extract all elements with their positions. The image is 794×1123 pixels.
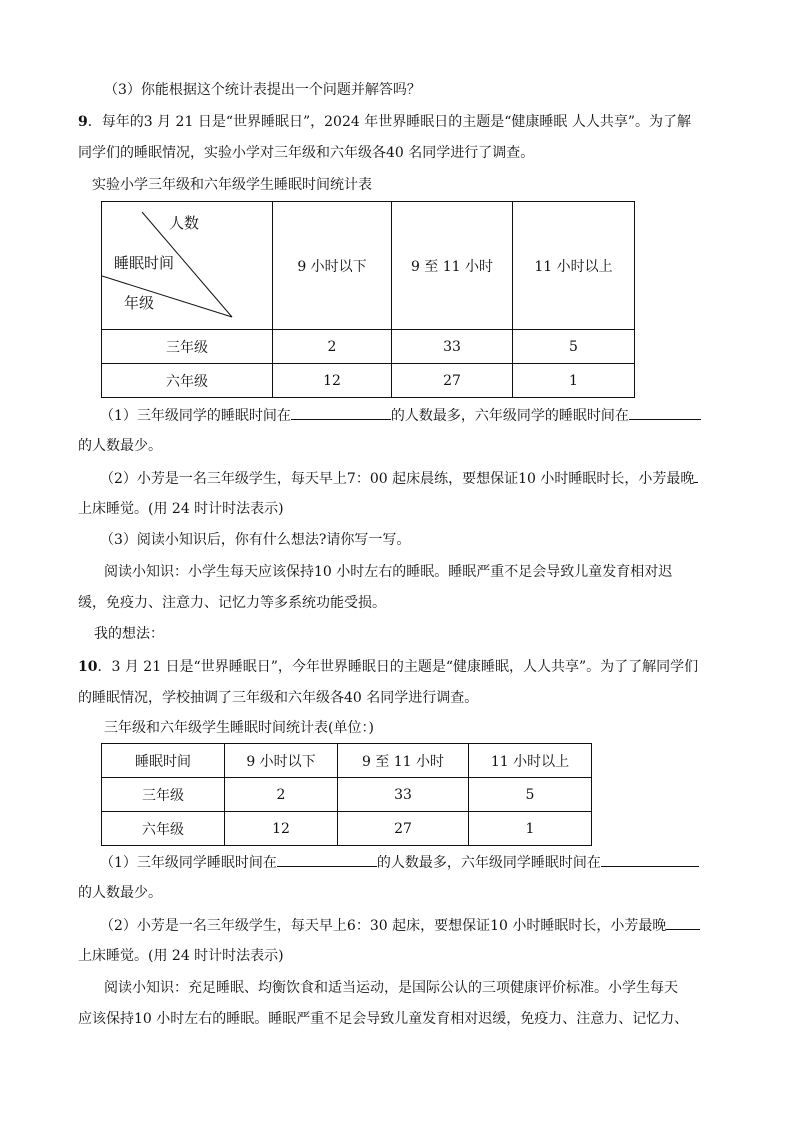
value-cell: 33	[338, 778, 469, 812]
q9-table	[101, 201, 635, 398]
value-cell: 12	[225, 812, 338, 846]
q10-part1-end: 的人数最少。	[78, 885, 162, 901]
value-cell: 2	[273, 330, 392, 364]
q9-diagonal-header	[102, 202, 273, 330]
q9-p1-text-a: （1）三年级同学的睡眠时间在	[100, 408, 291, 424]
table-row	[102, 778, 592, 812]
answer-blank[interactable]	[666, 915, 700, 930]
q10-p1-text-a: （1）三年级同学睡眠时间在	[100, 855, 277, 871]
answer-blank[interactable]	[601, 852, 699, 867]
value-cell: 33	[392, 330, 513, 364]
q10-tip-line2: 应该保持10 小时左右的睡眠。睡眠严重不足会导致儿童发育相对迟缓，免疫力、注意力、记忆力、	[78, 1011, 689, 1027]
table-row	[102, 812, 592, 846]
q10-header: 9 小时以下	[225, 744, 338, 778]
value-cell: 2	[225, 778, 338, 812]
grade-cell: 三年级	[102, 330, 273, 364]
value-cell: 27	[338, 812, 469, 846]
q9-p1-text-b: 的人数最多，六年级同学的睡眠时间在	[390, 408, 629, 424]
diag-label-grade: 年级	[124, 294, 155, 312]
q9-table-title: 实验小学三年级和六年级学生睡眠时间统计表	[92, 177, 372, 193]
value-cell: 5	[469, 778, 592, 812]
answer-blank[interactable]	[694, 468, 698, 483]
answer-blank[interactable]	[629, 405, 701, 420]
q9-part3: （3）阅读小知识后，你有什么想法?请你写一写。	[100, 532, 411, 548]
diag-label-count: 人数	[169, 214, 200, 232]
q10-header: 9 至 11 小时	[338, 744, 469, 778]
q10-p1-text-b: 的人数最多，六年级同学睡眠时间在	[376, 855, 601, 871]
q9-number: 9	[78, 114, 88, 130]
q10-part2-end: 上床睡觉。(用 24 时计时法表示)	[78, 948, 284, 964]
q10-number: 10	[78, 659, 98, 675]
answer-blank[interactable]	[291, 405, 391, 420]
q9-tip-line1: 阅读小知识：小学生每天应该保持10 小时左右的睡眠。睡眠严重不足会导致儿童发育相对迟	[104, 564, 673, 580]
q9-my-idea: 我的想法：	[94, 626, 164, 642]
q10-line1-text: ．3 月 21 日是“世界睡眠日”，今年世界睡眠日的主题是“健康睡眠，人人共享”。为了了解同学们	[97, 659, 699, 675]
value-cell: 1	[469, 812, 592, 846]
q10-part1	[100, 852, 699, 873]
q10-table	[101, 743, 592, 846]
q10-table-title: 三年级和六年级学生睡眠时间统计表(单位：)	[104, 720, 374, 736]
q10-tip-line1: 阅读小知识：充足睡眠、均衡饮食和适当运动，是国际公认的三项健康评价标准。小学生每天	[104, 980, 678, 996]
value-cell: 5	[513, 330, 635, 364]
table-row	[102, 330, 635, 364]
diag-label-sleep: 睡眠时间	[114, 254, 175, 272]
value-cell: 12	[273, 364, 392, 398]
q9-line2: 同学们的睡眠情况，实验小学对三年级和六年级各40 名同学进行了调查。	[78, 145, 535, 161]
grade-cell: 六年级	[102, 364, 273, 398]
q9-line1	[78, 112, 691, 132]
q10-header: 11 小时以上	[469, 744, 592, 778]
q9-part1-end: 的人数最少。	[78, 438, 162, 454]
value-cell: 1	[513, 364, 635, 398]
q9-header: 11 小时以上	[513, 202, 635, 330]
q10-header-first: 睡眠时间	[102, 744, 225, 778]
answer-blank[interactable]	[277, 852, 377, 867]
value-cell: 27	[392, 364, 513, 398]
table-row	[102, 364, 635, 398]
q9-part2-end: 上床睡觉。(用 24 时计时法表示)	[78, 501, 284, 517]
q10-line1	[78, 657, 698, 677]
q9-line1-text: ．每年的3 月 21 日是“世界睡眠日”，2024 年世界睡眠日的主题是“健康睡眠 人人共享”。为了解	[87, 114, 691, 130]
grade-cell: 六年级	[102, 812, 225, 846]
q9-header: 9 小时以下	[273, 202, 392, 330]
q9-part2	[100, 468, 698, 489]
q10-part2	[100, 915, 700, 936]
q9-header: 9 至 11 小时	[392, 202, 513, 330]
q9-p2-text-a: （2）小芳是一名三年级学生，每天早上7：00 起床晨练，要想保证10 小时睡眠时长，小芳最晚	[100, 471, 695, 487]
q10-line2: 的睡眠情况，学校抽调了三年级和六年级各40 名同学进行调查。	[78, 690, 479, 706]
q9-tip-line2: 缓，免疫力、注意力、记忆力等多系统功能受损。	[78, 595, 386, 611]
q10-p2-text-a: （2）小芳是一名三年级学生，每天早上6：30 起床，要想保证10 小时睡眠时长，小芳最晚	[100, 918, 667, 934]
q8-part3: （3）你能根据这个统计表提出一个问题并解答吗？	[104, 82, 421, 98]
q9-part1	[100, 405, 701, 426]
grade-cell: 三年级	[102, 778, 225, 812]
